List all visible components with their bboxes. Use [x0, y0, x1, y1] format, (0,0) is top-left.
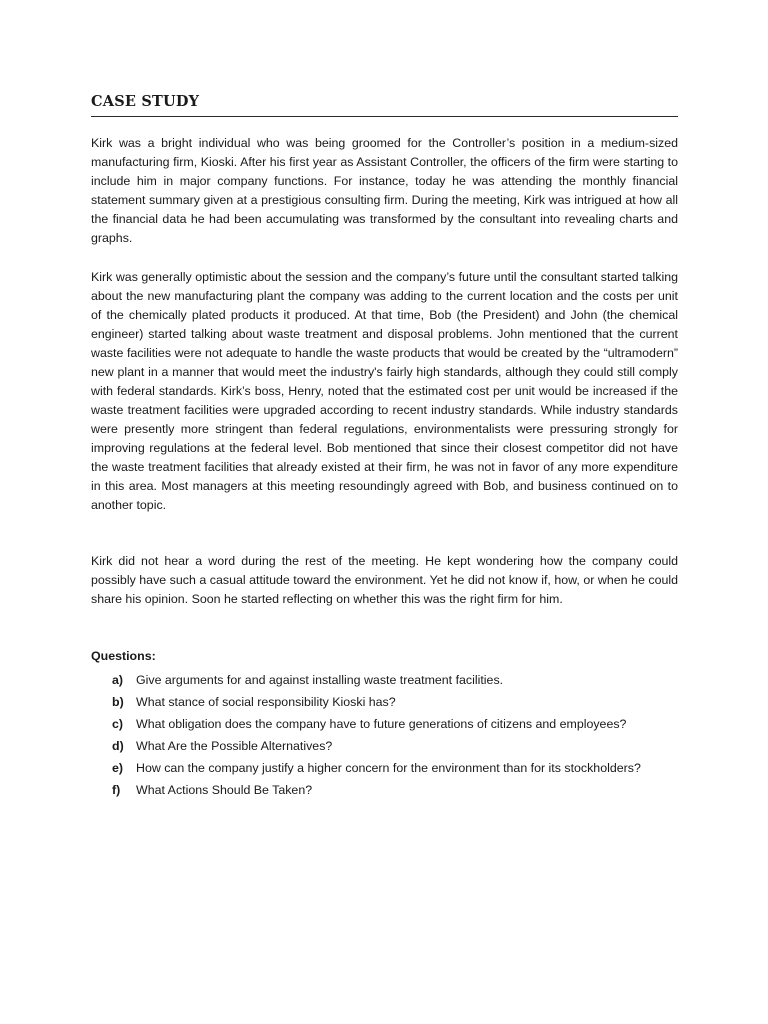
question-item-c: [91, 715, 678, 734]
question-item-a: [91, 671, 678, 690]
question-marker: e): [112, 761, 124, 775]
question-item-d: [91, 737, 678, 756]
question-text: What Are the Possible Alternatives?: [136, 739, 333, 753]
question-text: What obligation does the company have to future generations of citizens and employees?: [136, 717, 627, 731]
question-marker: f): [112, 783, 121, 797]
paragraph-2: Kirk was generally optimistic about the session and the company’s future until the consultant started talking about the new manufacturing plant the company was adding to the current location and the costs per unit of the chemically plated products it produced. At that time, Bob (the President) and John (the chemical engineer) started talking about waste treatment and disposal problems. John mentioned that the current waste facilities were not adequate to handle the waste products that would be created by the “ultramodern” new plant in a manner that would meet the industry's fairly high standards, although they could still comply with federal standards. Kirk’s boss, Henry, noted that the estimated cost per unit would be increased if the waste treatment facilities were upgraded according to recent industry standards. While industry standards were presently more stringent than federal regulations, environmentalists were pressuring strongly for improving regulations at the federal level. Bob mentioned that since their closest competitor did not have the waste treatment facilities that already existed at their firm, he was not in favor of any more expenditure in this area. Most managers at this meeting resoundingly agreed with Bob, and business continued on to another topic.: [91, 270, 678, 512]
question-marker: b): [112, 695, 124, 709]
question-text: What Actions Should Be Taken?: [136, 783, 313, 797]
title-underline: [91, 116, 678, 117]
paragraph-1: Kirk was a bright individual who was being groomed for the Controller’s position in a medium-sized manufacturing firm, Kioski. After his first year as Assistant Controller, the officers of the firm were starting to include him in major company functions. For instance, today he was attending the monthly financial statement summary given at a prestigious consulting firm. During the meeting, Kirk was intrigued at how all the financial data he had been accumulating was transformed by the consultant into revealing charts and graphs.: [91, 136, 678, 245]
question-item-b: [91, 693, 678, 712]
question-text: Give arguments for and against installing waste treatment facilities.: [136, 673, 504, 687]
question-text: How can the company justify a higher concern for the environment than for its stockholders?: [136, 761, 641, 775]
question-marker: d): [112, 739, 124, 753]
document-title: CASE STUDY: [91, 93, 200, 110]
question-item-e: [91, 759, 678, 778]
questions-list: [91, 671, 678, 803]
question-marker: a): [112, 673, 124, 687]
question-text: What stance of social responsibility Kioski has?: [136, 695, 396, 709]
question-item-f: [91, 781, 678, 800]
questions-heading: Questions:: [91, 649, 156, 663]
question-marker: c): [112, 717, 124, 731]
paragraph-3: Kirk did not hear a word during the rest of the meeting. He kept wondering how the company could possibly have such a casual attitude toward the environment. Yet he did not know if, how, or when he could share his opinion. Soon he started reflecting on whether this was the right firm for him.: [91, 554, 678, 606]
